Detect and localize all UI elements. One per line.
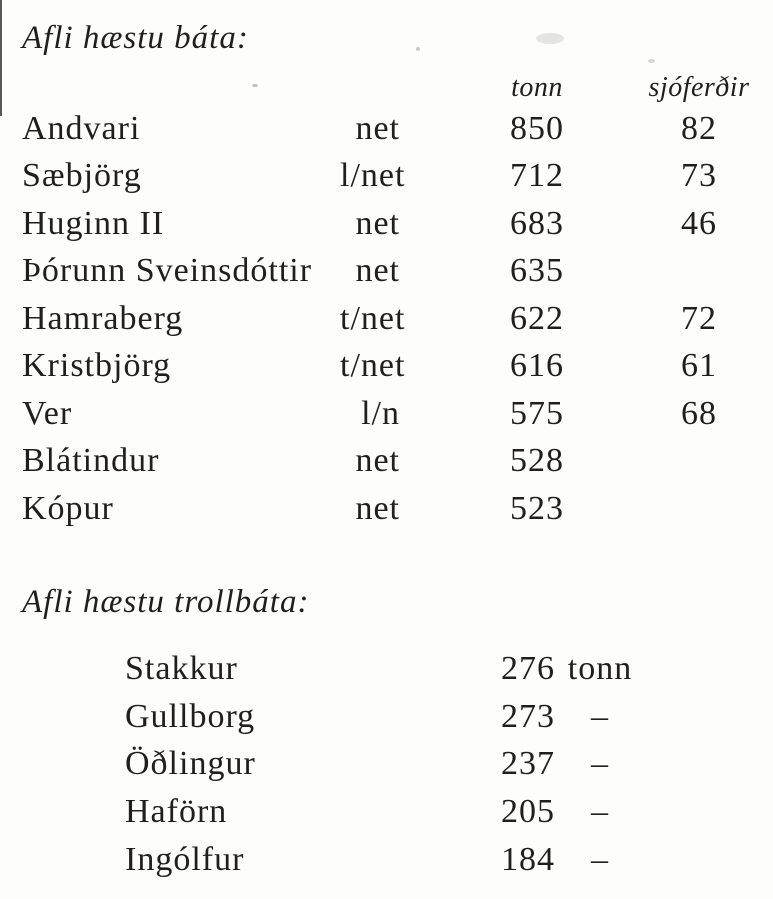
- trips-count: 72: [681, 299, 717, 337]
- scan-speck: [252, 84, 258, 87]
- catch-tonnage: 683: [510, 204, 564, 242]
- trips-count: 61: [681, 347, 717, 385]
- catch-tonnage: 528: [510, 442, 564, 480]
- catch-tonnage: 276: [501, 649, 555, 687]
- catch-tonnage: 273: [501, 697, 555, 735]
- boat-name: Kópur: [22, 489, 114, 527]
- table-row: [0, 836, 773, 884]
- gear-type: l/n: [361, 394, 400, 432]
- boat-name: Huginn II: [22, 204, 165, 242]
- gear-type: net: [355, 442, 400, 480]
- table-row: [0, 693, 773, 741]
- boat-name: Kristbjörg: [22, 347, 172, 385]
- catch-tonnage: 184: [501, 841, 555, 879]
- catch-tonnage: 712: [510, 157, 564, 195]
- trips-count: 82: [681, 109, 717, 147]
- table-row: [0, 343, 773, 391]
- boat-name: Gullborg: [125, 697, 256, 735]
- table-row: [0, 105, 773, 153]
- table-row: [0, 438, 773, 486]
- catch-tonnage: 205: [501, 793, 555, 831]
- section-title-trawl-boats: Afli hæstu trollbáta:: [22, 584, 310, 620]
- catch-tonnage: 575: [510, 394, 564, 432]
- boat-name: Haförn: [125, 793, 228, 831]
- trawl-boats-table: [0, 645, 773, 884]
- column-header-sjoferdir: sjóferðir: [648, 72, 750, 103]
- catch-tonnage: 237: [501, 745, 555, 783]
- table-row: [0, 788, 773, 836]
- table-row: [0, 390, 773, 438]
- section-title-net-boats: Afli hæstu báta:: [22, 20, 249, 56]
- ditto-dash: –: [591, 793, 609, 831]
- boat-name: Sæbjörg: [22, 157, 142, 195]
- scan-speck: [648, 59, 655, 63]
- catch-tonnage: 616: [510, 347, 564, 385]
- ditto-dash: –: [591, 841, 609, 879]
- gear-type: net: [355, 109, 400, 147]
- gear-type: l/net: [340, 157, 406, 195]
- boat-name: Ingólfur: [125, 841, 245, 879]
- boat-name: Öðlingur: [125, 745, 256, 783]
- boat-name: Andvari: [22, 109, 141, 147]
- boat-name: Ver: [22, 394, 73, 432]
- catch-tonnage: 622: [510, 299, 564, 337]
- table-row: [0, 153, 773, 201]
- table-row: [0, 295, 773, 343]
- catch-tonnage: 635: [510, 252, 564, 290]
- gear-type: t/net: [340, 299, 406, 337]
- gear-type: net: [355, 252, 400, 290]
- trips-count: 46: [681, 204, 717, 242]
- catch-tonnage: 523: [510, 489, 564, 527]
- table-row: [0, 485, 773, 533]
- table-row: [0, 248, 773, 296]
- boat-name: Blátindur: [22, 442, 160, 480]
- trips-count: 73: [681, 157, 717, 195]
- catch-tonnage: 850: [510, 109, 564, 147]
- table-row: [0, 645, 773, 693]
- gear-type: t/net: [340, 347, 406, 385]
- ditto-dash: –: [591, 697, 609, 735]
- scan-speck: [536, 33, 564, 44]
- unit-label: tonn: [567, 649, 633, 687]
- table-row: [0, 200, 773, 248]
- net-boats-table: [0, 105, 773, 533]
- scan-edge-artifact: [0, 0, 2, 116]
- table-row: [0, 741, 773, 789]
- trips-count: 68: [681, 394, 717, 432]
- boat-name: Hamraberg: [22, 299, 184, 337]
- boat-name: Þórunn Sveinsdóttir: [22, 252, 313, 290]
- ditto-dash: –: [591, 745, 609, 783]
- column-header-tonn: tonn: [511, 72, 563, 103]
- gear-type: net: [355, 489, 400, 527]
- scan-speck: [416, 47, 420, 51]
- gear-type: net: [355, 204, 400, 242]
- boat-name: Stakkur: [125, 649, 238, 687]
